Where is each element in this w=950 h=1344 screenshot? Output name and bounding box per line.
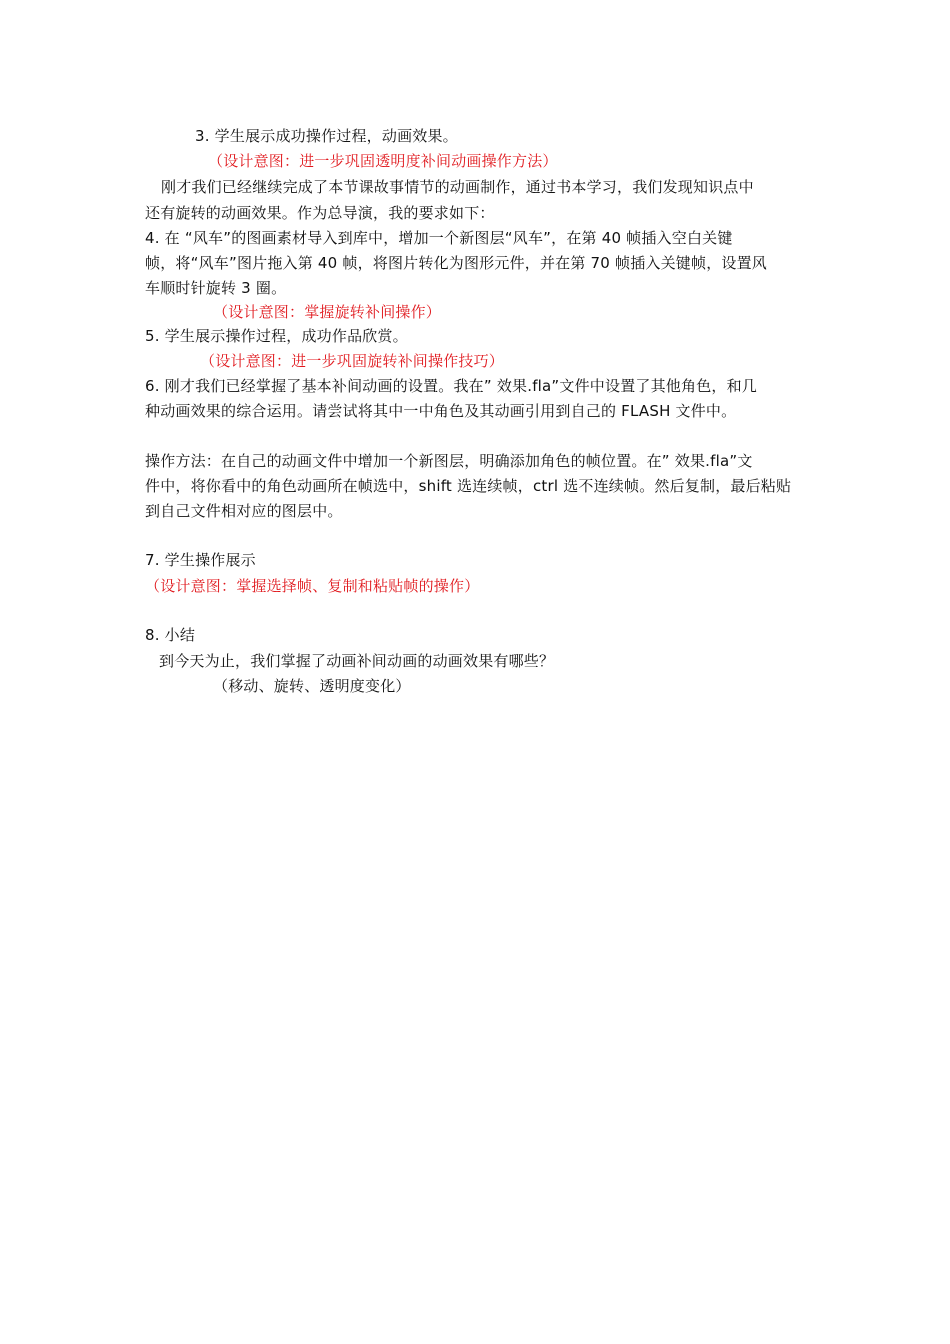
step-4-line-3: 车顺时针旋转 3 圈。 — [145, 279, 287, 297]
step-3-text: 3. 学生展示成功操作过程，动画效果。 — [195, 127, 458, 145]
step-6-line-2: 种动画效果的综合运用。请尝试将其中一中角色及其动画引用到自己的 FLASH 文件中。 — [145, 402, 737, 420]
design-intent-3: （设计意图：进一步巩固透明度补间动画操作方法） — [208, 152, 558, 170]
rotation-intro-line-1: 刚才我们已经继续完成了本节课故事情节的动画制作，通过书本学习，我们发现知识点中 — [161, 178, 754, 196]
design-intent-5: （设计意图：进一步巩固旋转补间操作技巧） — [200, 352, 505, 370]
design-intent-7: （设计意图：掌握选择帧、复制和粘贴帧的操作） — [145, 577, 480, 595]
step-5-text: 5. 学生展示操作过程，成功作品欣赏。 — [145, 327, 408, 345]
method-line-3: 到自己文件相对应的图层中。 — [145, 502, 343, 520]
summary-question: 到今天为止，我们掌握了动画补间动画的动画效果有哪些？ — [159, 652, 555, 670]
step-6-line-1: 6. 刚才我们已经掌握了基本补间动画的设置。我在” 效果.fla”文件中设置了其他角色，和几 — [145, 377, 758, 395]
method-line-1: 操作方法：在自己的动画文件中增加一个新图层，明确添加角色的帧位置。在” 效果.fla”文 — [145, 452, 753, 470]
design-intent-4: （设计意图：掌握旋转补间操作） — [213, 303, 442, 321]
step-8-text: 8. 小结 — [145, 626, 196, 644]
summary-answer: （移动、旋转、透明度变化） — [213, 677, 411, 695]
step-4-line-2: 帧，将“风车”图片拖入第 40 帧，将图片转化为图形元件，并在第 70 帧插入关键帧，设置风 — [145, 254, 767, 272]
method-line-2: 件中，将你看中的角色动画所在帧选中，shift 选连续帧，ctrl 选不连续帧。然后复制，最后粘贴 — [145, 477, 792, 495]
rotation-intro-line-2: 还有旋转的动画效果。作为总导演，我的要求如下： — [145, 204, 495, 222]
step-7-text: 7. 学生操作展示 — [145, 551, 256, 569]
step-4-line-1: 4. 在 “风车”的图画素材导入到库中，增加一个新图层“风车”，在第 40 帧插入空白关键 — [145, 229, 733, 247]
